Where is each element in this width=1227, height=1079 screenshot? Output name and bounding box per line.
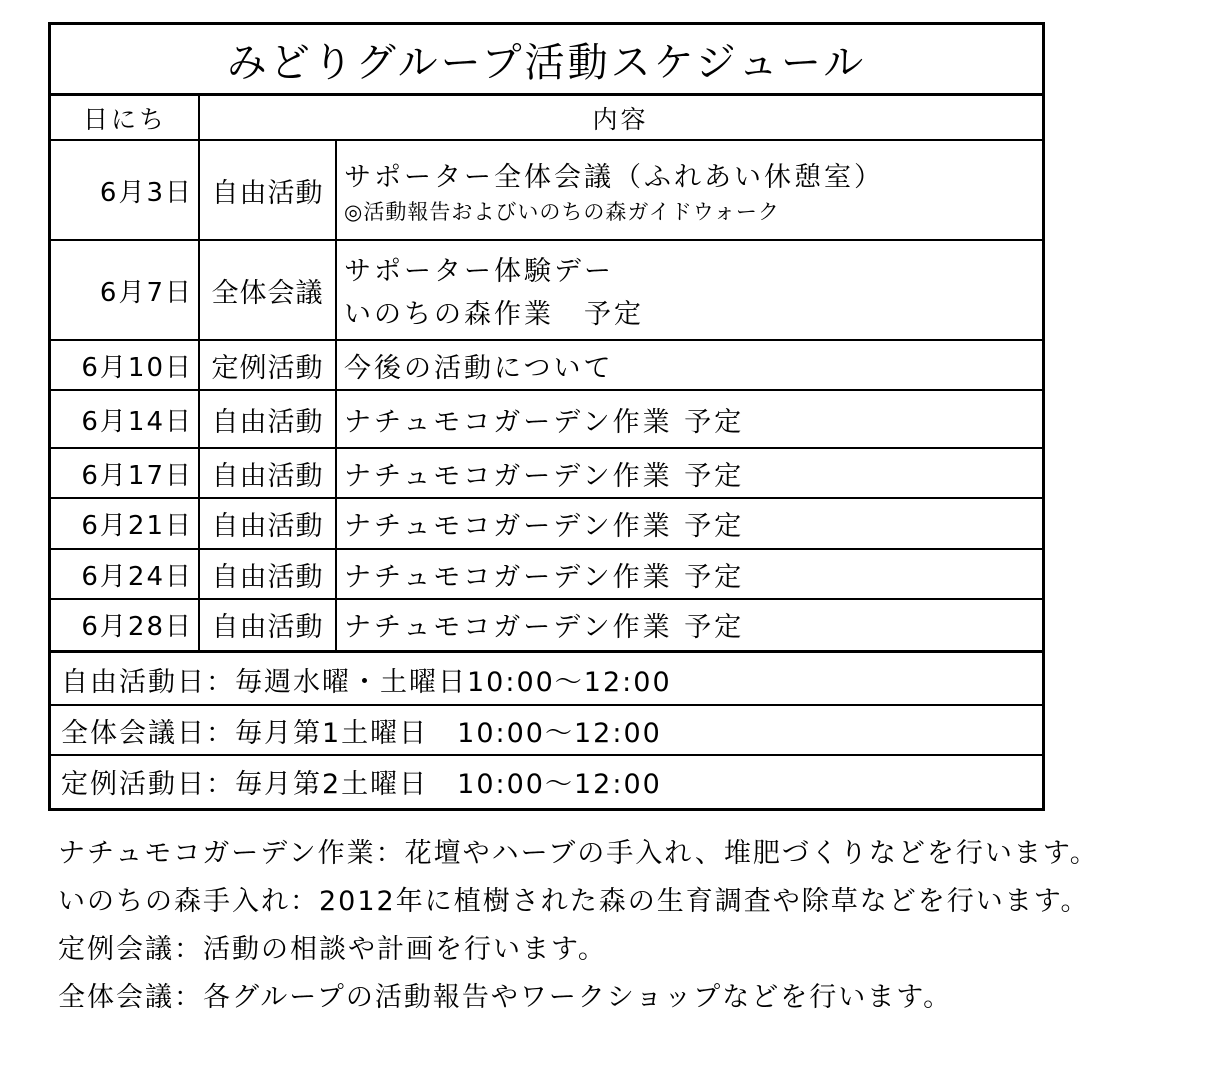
grid-line: [198, 96, 200, 651]
row-type: 自由活動: [211, 612, 324, 643]
row-content-line1: サポーター体験デー: [344, 256, 614, 287]
note-regular-meeting: 定例会議：活動の相談や計画を行います。: [58, 934, 607, 965]
row-content: [336, 140, 1042, 240]
footer-general-meeting: 全体会議日：毎月第1土曜日 10:00～12:00: [61, 717, 662, 749]
row-content: ナチュモコガーデン作業 予定: [344, 511, 745, 542]
row-type: 自由活動: [211, 406, 324, 438]
notes: [58, 830, 1178, 1022]
grid-line: [335, 140, 337, 651]
row-type: 自由活動: [211, 177, 324, 209]
row-content: ナチュモコガーデン作業 予定: [344, 406, 745, 438]
header-content: 内容: [592, 105, 649, 134]
row-type: 定例活動: [211, 352, 324, 384]
row-type: 自由活動: [211, 561, 324, 593]
note-garden-work: ナチュモコガーデン作業：花壇やハーブの手入れ、堆肥づくりなどを行います。: [58, 838, 1099, 869]
row-date: 6月24日: [81, 561, 193, 592]
row-content: 今後の活動について: [344, 352, 614, 384]
row-date: 6月14日: [81, 406, 193, 437]
row-date: 6月28日: [81, 612, 193, 642]
row-content: ナチュモコガーデン作業 予定: [344, 460, 745, 492]
row-date: 6月21日: [81, 511, 193, 541]
row-content: ナチュモコガーデン作業 予定: [344, 561, 745, 593]
footer-free-activity: 自由活動日：毎週水曜・土曜日10:00～12:00: [61, 666, 672, 698]
row-date: 6月3日: [99, 177, 193, 208]
footer-regular-activity: 定例活動日：毎月第2土曜日 10:00～12:00: [61, 769, 662, 800]
row-type: 自由活動: [211, 460, 324, 492]
row-date: 6月7日: [99, 277, 193, 308]
note-forest-care: いのちの森手入れ：2012年に植樹された森の生育調査や除草などを行います。: [58, 886, 1090, 917]
row-type: 自由活動: [211, 511, 324, 542]
row-content-line2: いのちの森作業 予定: [344, 299, 644, 330]
table-title: みどりグループ活動スケジュール: [51, 25, 1042, 96]
row-content: [336, 240, 1042, 340]
row-date: 6月10日: [81, 352, 193, 383]
row-type: 全体会議: [211, 277, 324, 309]
row-content: ナチュモコガーデン作業 予定: [344, 612, 745, 643]
grid-line: [51, 754, 1042, 756]
grid-line: [51, 704, 1042, 706]
header-date: 日にち: [82, 105, 167, 134]
row-date: 6月17日: [81, 460, 193, 491]
row-content-line2: ◎活動報告およびいのちの森ガイドウォーク: [344, 199, 780, 224]
note-general-meeting: 全体会議：各グループの活動報告やワークショップなどを行います。: [58, 982, 953, 1013]
row-content-line1: サポーター全体会議（ふれあい休憩室）: [344, 161, 884, 193]
schedule-table: [48, 22, 1045, 811]
